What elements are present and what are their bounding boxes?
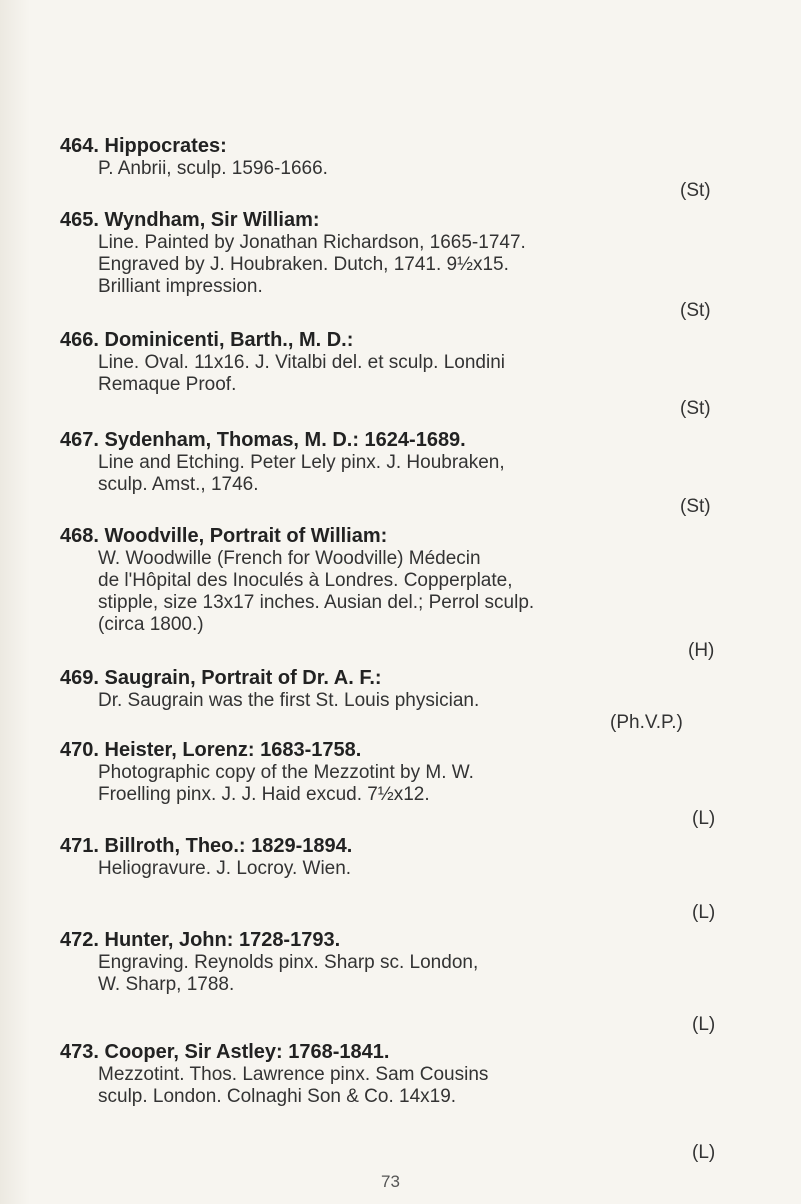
description-line: Line. Oval. 11x16. J. Vitalbi del. et sculp. Londini (98, 352, 505, 373)
entry-heading (60, 524, 770, 548)
entry-title: Hunter, John: 1728-1793. (104, 929, 341, 951)
location-code: (L) (692, 902, 716, 923)
description-line: Mezzotint. Thos. Lawrence pinx. Sam Cousins (98, 1064, 489, 1085)
entry-description (98, 690, 770, 712)
entry-description (98, 352, 770, 396)
catalog-entry-472 (60, 928, 770, 996)
entry-description (98, 762, 770, 806)
description-line: stipple, size 13x17 inches. Ausian del.; Perrol sculp. (98, 592, 535, 613)
entry-description (98, 952, 770, 996)
description-line: Remaque Proof. (98, 374, 237, 395)
entry-number: 473. (60, 1041, 99, 1063)
entry-number: 470. (60, 739, 99, 761)
location-code: (St) (680, 180, 711, 201)
entry-title: Hippocrates: (104, 135, 227, 157)
description-line: Heliogravure. J. Locroy. Wien. (98, 858, 352, 879)
entry-title: Saugrain, Portrait of Dr. A. F.: (104, 667, 382, 689)
entry-number: 469. (60, 667, 99, 689)
description-line: Engraved by J. Houbraken. Dutch, 1741. 9½x15. (98, 254, 509, 275)
entry-heading (60, 834, 770, 858)
description-line: sculp. Amst., 1746. (98, 474, 259, 495)
entry-description (98, 452, 770, 496)
location-code: (St) (680, 300, 711, 321)
catalog-entry-471 (60, 834, 770, 880)
location-code: (Ph.V.P.) (610, 712, 683, 733)
location-code: (H) (688, 640, 715, 661)
entry-number: 464. (60, 135, 99, 157)
entry-heading (60, 428, 770, 452)
entry-heading (60, 208, 770, 232)
page-edge-shadow (0, 0, 30, 1204)
entry-heading (60, 1040, 770, 1064)
description-line: Line and Etching. Peter Lely pinx. J. Houbraken, (98, 452, 505, 473)
description-line: Engraving. Reynolds pinx. Sharp sc. London, (98, 952, 479, 973)
location-code: (St) (680, 496, 711, 517)
page-number: 73 (381, 1172, 400, 1191)
location-code: (L) (692, 808, 716, 829)
entry-description (98, 1064, 770, 1108)
entry-heading (60, 738, 770, 762)
entry-heading (60, 666, 770, 690)
entry-number: 465. (60, 209, 99, 231)
description-line: Froelling pinx. J. J. Haid excud. 7½x12. (98, 784, 430, 805)
entry-title: Wyndham, Sir William: (104, 209, 320, 231)
entry-title: Heister, Lorenz: 1683-1758. (104, 739, 362, 761)
catalog-entry-468 (60, 524, 770, 636)
description-line: Photographic copy of the Mezzotint by M. W. (98, 762, 474, 783)
entry-title: Billroth, Theo.: 1829-1894. (104, 835, 353, 857)
description-line: Dr. Saugrain was the first St. Louis physician. (98, 690, 480, 711)
entry-description (98, 858, 770, 880)
entry-heading (60, 928, 770, 952)
entry-number: 472. (60, 929, 99, 951)
location-code: (L) (692, 1014, 716, 1035)
description-line: de l'Hôpital des Inoculés à Londres. Copperplate, (98, 570, 513, 591)
catalog-entry-473 (60, 1040, 770, 1108)
entry-number: 468. (60, 525, 99, 547)
entry-description (98, 158, 770, 180)
entry-title: Woodville, Portrait of William: (104, 525, 388, 547)
entry-description (98, 232, 770, 298)
description-line: W. Woodwille (French for Woodville) Médecin (98, 548, 481, 569)
catalog-entry-465 (60, 208, 770, 298)
catalog-entry-467 (60, 428, 770, 496)
entry-number: 471. (60, 835, 99, 857)
location-code: (St) (680, 398, 711, 419)
description-line: (circa 1800.) (98, 614, 204, 635)
entry-description (98, 548, 770, 636)
catalog-entry-469 (60, 666, 770, 712)
description-line: Line. Painted by Jonathan Richardson, 1665-1747. (98, 232, 526, 253)
catalog-entry-470 (60, 738, 770, 806)
entry-title: Dominicenti, Barth., M. D.: (104, 329, 354, 351)
entry-title: Sydenham, Thomas, M. D.: 1624-1689. (104, 429, 466, 451)
description-line: W. Sharp, 1788. (98, 974, 235, 995)
entry-heading (60, 328, 770, 352)
description-line: P. Anbrii, sculp. 1596-1666. (98, 158, 328, 179)
entry-title: Cooper, Sir Astley: 1768-1841. (104, 1041, 390, 1063)
catalog-entry-464 (60, 134, 770, 180)
location-code: (L) (692, 1142, 716, 1163)
entry-heading (60, 134, 770, 158)
catalog-entry-466 (60, 328, 770, 396)
description-line: Brilliant impression. (98, 276, 263, 297)
entry-number: 467. (60, 429, 99, 451)
description-line: sculp. London. Colnaghi Son & Co. 14x19. (98, 1086, 457, 1107)
entry-number: 466. (60, 329, 99, 351)
